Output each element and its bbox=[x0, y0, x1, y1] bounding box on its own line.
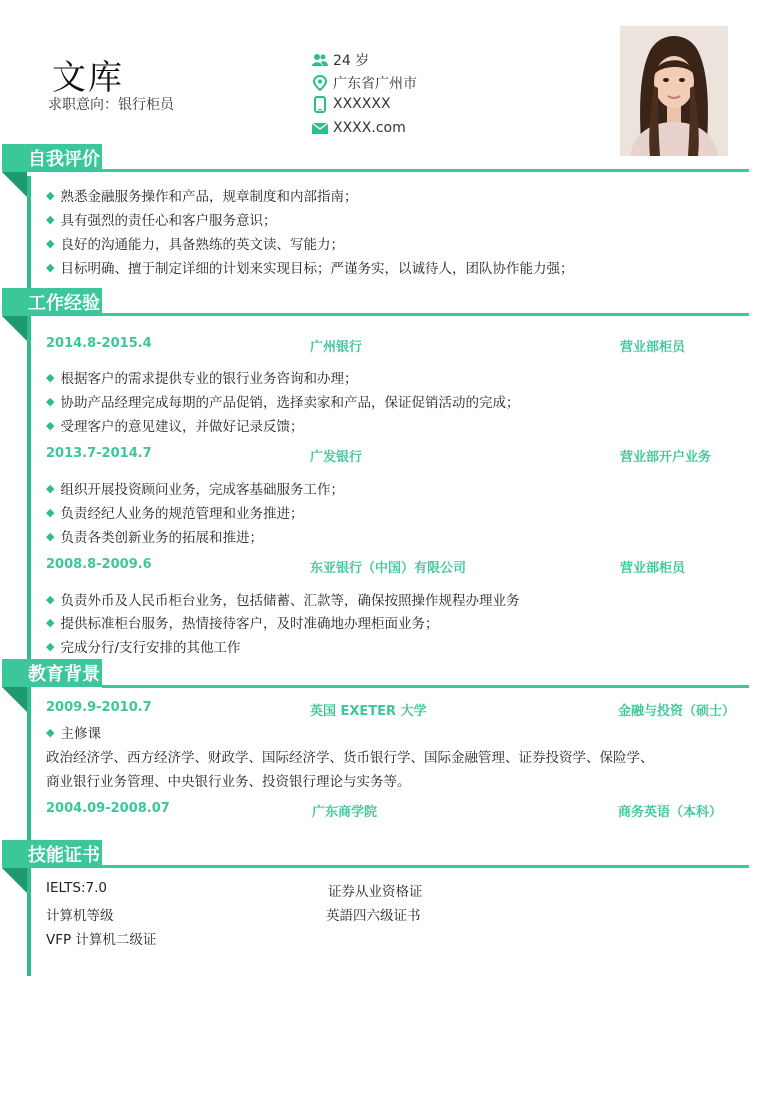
job-period: 2014.8-2015.4 bbox=[46, 336, 152, 351]
job-company: 东亚银行（中国）有限公司 bbox=[310, 561, 467, 576]
list-item: ◆ 受理客户的意见建议，并做好记录反馈； bbox=[46, 418, 304, 435]
diamond-bullet-icon: ◆ bbox=[46, 370, 55, 384]
list-item: ◆ 负责经纪人业务的规范管理和业务推进； bbox=[46, 505, 304, 522]
edu-period: 2009.9-2010.7 bbox=[46, 700, 152, 715]
job-intent: 求职意向：银行柜员 bbox=[48, 97, 174, 113]
user-icon bbox=[312, 52, 328, 68]
list-item: ◆ 目标明确、擅于制定详细的计划来实现目标；严谨务实，以诚待人，团队协作能力强； bbox=[46, 260, 574, 277]
diamond-bullet-icon: ◆ bbox=[46, 529, 55, 543]
edu-degree: 金融与投资（硕士） bbox=[618, 704, 736, 719]
candidate-name: 文库 bbox=[52, 58, 124, 98]
diamond-bullet-icon: ◆ bbox=[46, 592, 55, 606]
courses-line: 商业银行业务管理、中央银行业务、投资银行理论与实务等。 bbox=[46, 774, 411, 790]
diamond-bullet-icon: ◆ bbox=[46, 418, 55, 432]
list-item: ◆ 根据客户的需求提供专业的银行业务咨询和办理； bbox=[46, 370, 358, 387]
job-period: 2008.8-2009.6 bbox=[46, 557, 152, 572]
profile-photo bbox=[620, 26, 728, 156]
age-text: 24 岁 bbox=[333, 53, 370, 69]
section-corner bbox=[2, 316, 27, 341]
list-item: ◆ 协助产品经理完成每期的产品促销，选择卖家和产品，保证促销活动的完成； bbox=[46, 394, 520, 411]
edu-degree: 商务英语（本科） bbox=[618, 805, 723, 820]
diamond-bullet-icon: ◆ bbox=[46, 725, 55, 739]
location-text: 广东省广州市 bbox=[333, 76, 417, 92]
diamond-bullet-icon: ◆ bbox=[46, 236, 55, 250]
section-rule bbox=[102, 169, 749, 172]
job-role: 营业部柜员 bbox=[620, 561, 686, 576]
section-rule bbox=[102, 685, 749, 688]
skill-item: 证券从业资格证 bbox=[328, 884, 423, 900]
list-item: ◆ 提供标准柜台服务，热情接待客户，及时准确地办理柜面业务； bbox=[46, 615, 439, 632]
diamond-bullet-icon: ◆ bbox=[46, 481, 55, 495]
mail-icon bbox=[312, 120, 328, 136]
job-company: 广州银行 bbox=[310, 340, 363, 355]
diamond-bullet-icon: ◆ bbox=[46, 505, 55, 519]
contact-age bbox=[312, 50, 369, 70]
list-item: ◆ 良好的沟通能力，具备熟练的英文读、写能力； bbox=[46, 236, 344, 253]
phone-text: XXXXXX bbox=[333, 96, 391, 112]
section-title-work-experience: 工作经验 bbox=[2, 288, 102, 316]
list-item: ◆ 负责各类创新业务的拓展和推进； bbox=[46, 529, 263, 546]
edu-school: 广东商学院 bbox=[312, 805, 378, 820]
diamond-bullet-icon: ◆ bbox=[46, 212, 55, 226]
job-role: 营业部柜员 bbox=[620, 340, 686, 355]
phone-icon bbox=[312, 96, 328, 112]
contact-location bbox=[312, 73, 417, 93]
diamond-bullet-icon: ◆ bbox=[46, 260, 55, 274]
contact-email bbox=[312, 120, 406, 136]
diamond-bullet-icon: ◆ bbox=[46, 188, 55, 202]
edu-school: 英国 EXETER 大学 bbox=[310, 704, 427, 719]
section-rule bbox=[102, 313, 749, 316]
skill-item: VFP 计算机二级证 bbox=[46, 932, 157, 948]
section-title-education: 教育背景 bbox=[2, 659, 102, 687]
section-title-self-evaluation: 自我评价 bbox=[2, 144, 102, 172]
skill-item: 计算机等级 bbox=[46, 908, 114, 924]
job-company: 广发银行 bbox=[310, 450, 363, 465]
list-item: ◆ 完成分行/支行安排的其他工作 bbox=[46, 639, 241, 656]
job-period: 2013.7-2014.7 bbox=[46, 446, 152, 461]
email-text: XXXX.com bbox=[333, 120, 406, 136]
section-corner bbox=[2, 172, 27, 197]
courses-line: 政治经济学、西方经济学、财政学、国际经济学、货币银行学、国际金融管理、证券投资学、保险学、 bbox=[46, 750, 654, 766]
list-item: ◆ 熟悉金融服务操作和产品，规章制度和内部指南； bbox=[46, 188, 358, 205]
edu-period: 2004.09-2008.07 bbox=[46, 801, 170, 816]
section-title-skills: 技能证书 bbox=[2, 840, 102, 868]
section-corner bbox=[2, 868, 27, 893]
list-item: ◆ 具有强烈的责任心和客户服务意识； bbox=[46, 212, 277, 229]
list-item: ◆ 组织开展投资顾问业务，完成客基础服务工作； bbox=[46, 481, 344, 498]
list-item: ◆ 负责外币及人民币柜台业务，包括储蓄、汇款等，确保按照操作规程办理业务 bbox=[46, 592, 520, 609]
contact-phone bbox=[312, 96, 391, 112]
job-role: 营业部开户业务 bbox=[620, 450, 712, 465]
location-pin-icon bbox=[312, 75, 328, 91]
section-corner bbox=[2, 687, 27, 712]
diamond-bullet-icon: ◆ bbox=[46, 615, 55, 629]
diamond-bullet-icon: ◆ bbox=[46, 639, 55, 653]
section-rule bbox=[102, 865, 749, 868]
skill-item: IELTS:7.0 bbox=[46, 880, 108, 896]
diamond-bullet-icon: ◆ bbox=[46, 394, 55, 408]
skill-item: 英語四六级证书 bbox=[326, 908, 421, 924]
list-item: ◆ 主修课 bbox=[46, 725, 101, 742]
